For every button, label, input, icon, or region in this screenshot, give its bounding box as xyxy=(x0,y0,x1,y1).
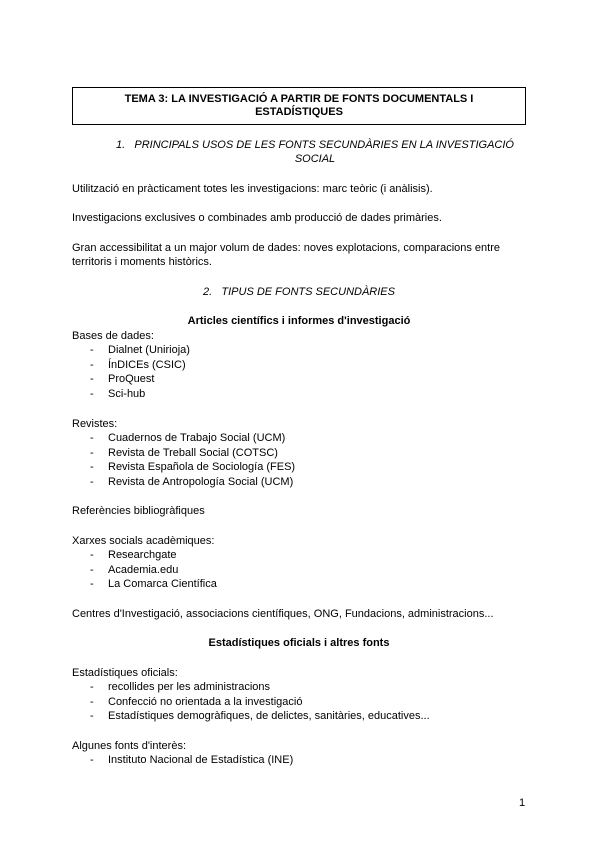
section-1-heading xyxy=(100,138,530,166)
revistes-label: Revistes: xyxy=(72,418,118,430)
fonts-label: Algunes fonts d'interès: xyxy=(72,740,187,752)
page-number: 1 xyxy=(519,797,526,809)
list-item: - Academia.edu xyxy=(72,563,217,578)
subheading-estadistiques: Estadístiques oficials i altres fonts xyxy=(208,637,390,649)
list-item: - ProQuest xyxy=(72,372,190,387)
list-item: - Revista de Treball Social (COTSC) xyxy=(72,446,295,461)
list-item: - Cuadernos de Trabajo Social (UCM) xyxy=(72,431,295,446)
section-2-heading-text: TIPUS DE FONTS SECUNDÀRIES xyxy=(221,286,395,298)
fonts-list xyxy=(72,753,293,768)
xarxes-list xyxy=(72,548,217,592)
list-item: - Confecció no orientada a la investigació xyxy=(72,695,430,710)
section-1-heading-line1: PRINCIPALS USOS DE LES FONTS SECUNDÀRIES EN LA INVESTIGACIÓ xyxy=(134,139,514,151)
paragraph: Investigacions exclusives o combinades amb producció de dades primàries. xyxy=(72,212,442,224)
list-item: - Revista Española de Sociología (FES) xyxy=(72,460,295,475)
centres-text: Centres d'Investigació, associacions científiques, ONG, Fundacions, administracions... xyxy=(72,608,494,620)
list-item: - La Comarca Científica xyxy=(72,577,217,592)
list-item: - ÍnDICEs (CSIC) xyxy=(72,358,190,373)
bases-label: Bases de dades: xyxy=(72,330,154,342)
list-item: - Sci-hub xyxy=(72,387,190,402)
referencies-text: Referències bibliogràfiques xyxy=(72,505,205,517)
section-1-number: 1. xyxy=(116,139,126,151)
paragraph: Utilització en pràcticament totes les investigacions: marc teòric (i anàlisis). xyxy=(72,183,433,195)
list-item: - Revista de Antropología Social (UCM) xyxy=(72,475,295,490)
bases-list xyxy=(72,343,190,401)
document-title: TEMA 3: LA INVESTIGACIÓ A PARTIR DE FONTS DOCUMENTALS I ESTADÍSTIQUES xyxy=(124,93,474,118)
document-title-box xyxy=(72,87,526,125)
xarxes-label: Xarxes socials acadèmiques: xyxy=(72,535,215,547)
oficials-label: Estadístiques oficials: xyxy=(72,667,178,679)
oficials-list xyxy=(72,680,430,724)
section-2-heading xyxy=(72,285,526,299)
list-item: - Instituto Nacional de Estadística (INE) xyxy=(72,753,293,768)
revistes-list xyxy=(72,431,295,489)
section-2-number: 2. xyxy=(203,286,213,298)
subheading-articles: Articles científics i informes d'investigació xyxy=(187,315,411,327)
paragraph: Gran accessibilitat a un major volum de dades: noves explotacions, comparacions entre territoris i moments històrics. xyxy=(72,242,501,268)
list-item: - Estadístiques demogràfiques, de delictes, sanitàries, educatives... xyxy=(72,709,430,724)
list-item: - Researchgate xyxy=(72,548,217,563)
section-1-heading-line2: SOCIAL xyxy=(294,153,336,165)
list-item: - recollides per les administracions xyxy=(72,680,430,695)
list-item: - Dialnet (Unirioja) xyxy=(72,343,190,358)
